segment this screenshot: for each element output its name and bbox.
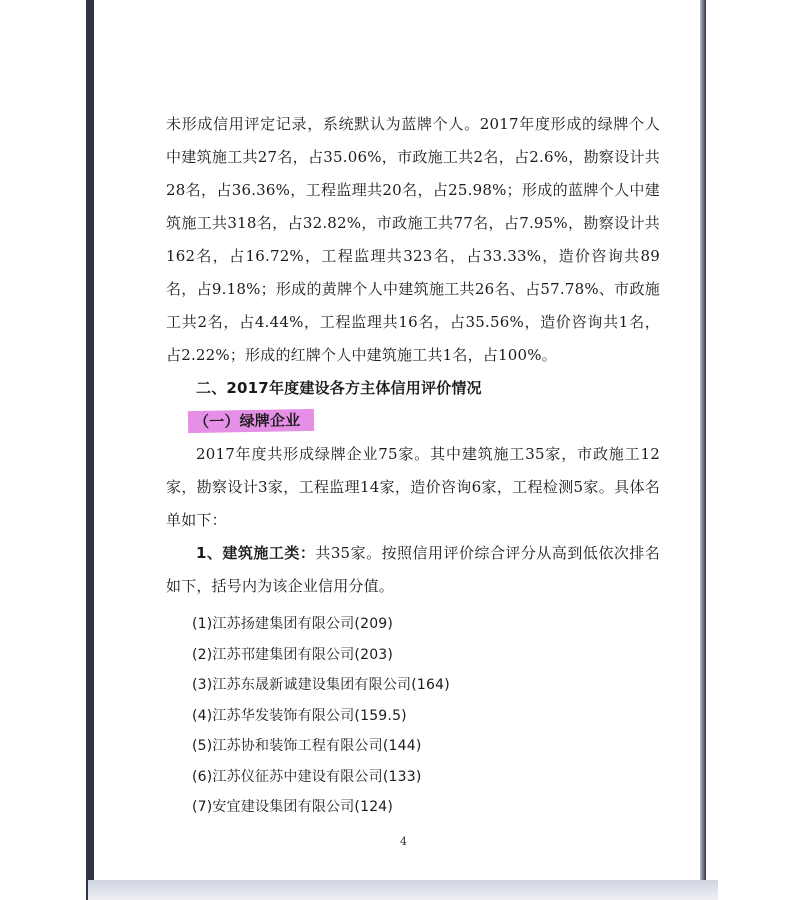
list-item: (2)江苏邗建集团有限公司(203) (192, 646, 394, 663)
scan-edge-left (86, 0, 94, 900)
page-number: 4 (400, 835, 407, 848)
list-item: (1)江苏扬建集团有限公司(209) (192, 616, 394, 632)
company-list (166, 609, 660, 823)
paragraph-personal-credit: 未形成信用评定记录，系统默认为蓝牌个人。2017年度形成的绿牌个人中建筑施工共27名，占35.06%，市政施工共2名，占2.6%，勘察设计共28名，占36.36%，工程监理共20名，占25.98%；形成的蓝牌个人中建筑施工共318名，占32.82%，市政施工共77名，占7.95%，勘察设计共162名，占16.72%，工程监理共323名，占33.33%，造价咨询共89名，占9.18%；形成的黄牌个人中建筑施工共26名、占57.78%、市政施工共2名，占4.44%，工程监理共16名，占35.56%，造价咨询共1名，占2.22%；形成的红牌个人中建筑施工共1名，占100%。 (166, 115, 660, 364)
paragraph-green-enterprises: 2017年度共形成绿牌企业75家。其中建筑施工35家，市政施工12家，勘察设计3家，工程监理14家，造价咨询6家，工程检测5家。具体名单如下： (166, 445, 660, 529)
list-item: (6)江苏仪征苏中建设有限公司(133) (192, 768, 422, 785)
scan-edge-bottom (88, 880, 718, 900)
category-description: 共35家。按照信用评价综合评分从高到低依次排名如下，括号内为该企业信用分值。 (166, 544, 660, 595)
scan-margin-right (706, 0, 800, 900)
highlighted-subheading: （一）绿牌企业 (188, 409, 315, 433)
scan-margin-left (0, 0, 88, 900)
category-lead: 1、建筑施工类： (196, 544, 316, 562)
list-item: (3)江苏东晟新诚建设集团有限公司(164) (192, 677, 450, 693)
section-heading: 二、2017年度建设各方主体信用评价情况 (196, 379, 482, 397)
list-item: (7)安宜建设集团有限公司(124) (192, 799, 394, 815)
list-item: (5)江苏协和装饰工程有限公司(144) (192, 738, 422, 754)
list-item: (4)江苏华发装饰有限公司(159.5) (192, 707, 407, 724)
document-body (166, 108, 660, 823)
paragraph-construction-category (166, 537, 660, 603)
subsection-heading-row (166, 405, 660, 438)
